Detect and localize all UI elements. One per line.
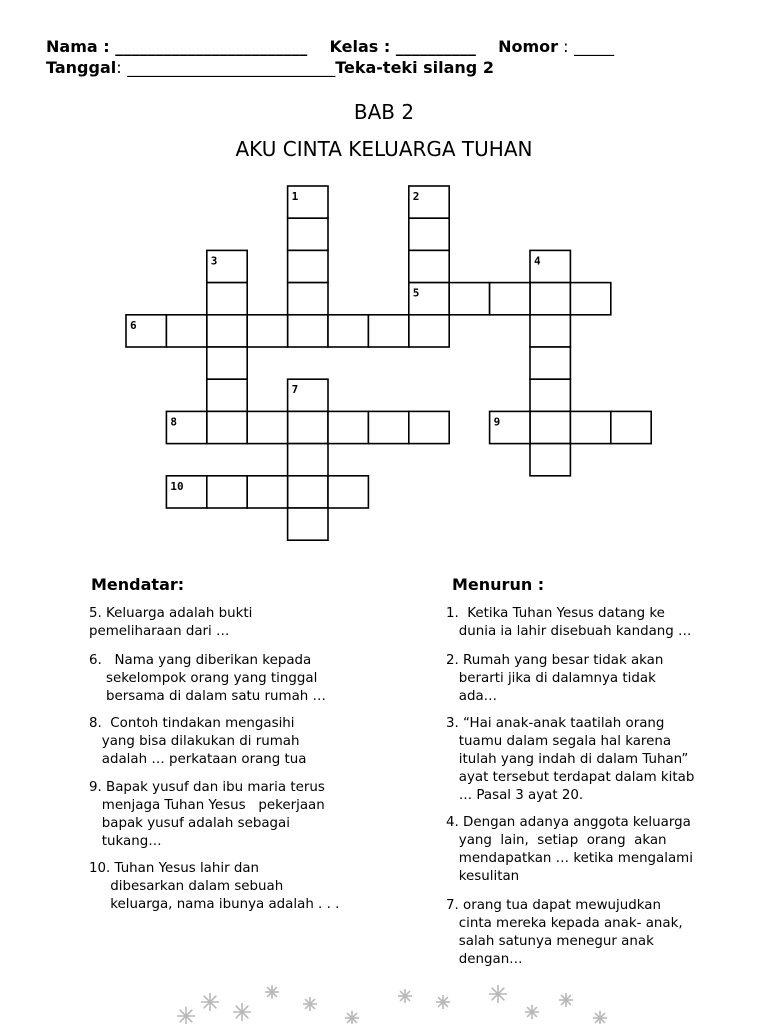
nomor-blank[interactable]: _____ xyxy=(574,37,615,56)
mendatar-clue xyxy=(89,715,379,769)
crossword-cell[interactable] xyxy=(530,411,570,443)
clue-line: 10. Tuhan Yesus lahir dan xyxy=(89,861,260,876)
page-title: AKU CINTA KELUARGA TUHAN xyxy=(235,137,533,161)
clue-line: ayat tersebut terdapat dalam kitab xyxy=(446,770,695,785)
clue-line: menjaga Tuhan Yesus pekerjaan xyxy=(89,798,325,813)
crossword-cell[interactable] xyxy=(530,283,570,315)
mendatar-clue xyxy=(89,860,379,914)
nama-separator: : xyxy=(97,37,110,56)
kelas-blank[interactable]: __________ xyxy=(395,37,476,56)
crossword-cell[interactable] xyxy=(328,315,368,347)
crossword-cell[interactable] xyxy=(247,476,287,508)
clue-line: ada… xyxy=(446,689,498,704)
clue-line: pemeliharaan dari … xyxy=(89,624,230,639)
kelas-label: Kelas xyxy=(329,37,379,56)
crossword-cell[interactable] xyxy=(207,379,247,411)
clue-line: dengan… xyxy=(446,952,523,967)
mendatar-clue xyxy=(89,779,379,851)
star-burst-icon xyxy=(265,985,279,999)
clue-line: 3. “Hai anak-anak taatilah orang xyxy=(446,716,665,731)
crossword-cell[interactable] xyxy=(490,283,530,315)
star-burst-icon xyxy=(345,1011,359,1024)
crossword-cell[interactable] xyxy=(207,476,247,508)
star-burst-icon xyxy=(233,1003,251,1021)
clue-line: 8. Contoh tindakan mengasihi xyxy=(89,716,295,731)
clue-line: dibesarkan dalam sebuah xyxy=(89,879,284,894)
tanggal-blank[interactable]: __________________________ xyxy=(127,58,336,77)
crossword-cell[interactable] xyxy=(288,315,328,347)
clue-line: 4. Dengan adanya anggota keluarga xyxy=(446,815,691,830)
menurun-clue xyxy=(446,652,736,706)
clue-line: 2. Rumah yang besar tidak akan xyxy=(446,653,664,668)
clue-line: itulah yang indah di dalam Tuhan” xyxy=(446,752,689,767)
clue-line: tukang… xyxy=(89,834,162,849)
clue-line: 7. orang tua dapat mewujudkan xyxy=(446,898,661,913)
crossword-number: 6 xyxy=(130,318,137,332)
menurun-heading: Menurun : xyxy=(452,575,545,594)
crossword-cell[interactable] xyxy=(570,411,610,443)
clue-line: keluarga, nama ibunya adalah . . . xyxy=(89,897,340,912)
clue-line: kesulitan xyxy=(446,869,520,884)
star-burst-icon xyxy=(559,993,573,1007)
crossword-number: 9 xyxy=(493,415,501,429)
clue-line: cinta mereka kepada anak- anak, xyxy=(446,916,683,931)
crossword-cell[interactable] xyxy=(288,508,328,540)
clue-line: 5. Keluarga adalah bukti xyxy=(89,606,253,621)
clue-line: mendapatkan … ketika mengalami xyxy=(446,851,693,866)
mendatar-heading: Mendatar: xyxy=(91,575,185,594)
crossword-cell[interactable] xyxy=(409,411,449,443)
star-burst-icon xyxy=(525,1005,539,1019)
clue-line: yang bisa dilakukan di rumah xyxy=(89,734,300,749)
crossword-number: 1 xyxy=(291,190,299,203)
star-burst-icon xyxy=(201,993,219,1011)
crossword-cell[interactable] xyxy=(288,218,328,250)
crossword-number: 4 xyxy=(534,254,541,268)
crossword-cell[interactable] xyxy=(530,315,570,347)
crossword-cell[interactable] xyxy=(409,315,449,347)
tanggal-label: Tanggal xyxy=(46,58,117,77)
crossword-cell[interactable] xyxy=(207,411,247,443)
crossword-cell[interactable] xyxy=(207,315,247,347)
crossword-cell[interactable] xyxy=(288,476,328,508)
crossword-cell[interactable] xyxy=(570,283,610,315)
decorative-footer xyxy=(0,962,768,1024)
clue-line: berarti jika di dalamnya tidak xyxy=(446,671,656,686)
clue-line: … Pasal 3 ayat 20. xyxy=(446,788,584,803)
star-burst-icon xyxy=(436,995,450,1009)
kelas-separator: : xyxy=(378,37,391,56)
clue-line: tuamu dalam segala hal karena xyxy=(446,734,672,749)
crossword-cell[interactable] xyxy=(449,283,489,315)
clue-line: 6. Nama yang diberikan kepada xyxy=(89,653,312,668)
star-burst-icon xyxy=(177,1007,195,1024)
clue-line: 1. Ketika Tuhan Yesus datang ke xyxy=(446,606,665,621)
crossword-cell[interactable] xyxy=(530,379,570,411)
clue-line: sekelompok orang yang tinggal xyxy=(89,671,318,686)
clue-line: adalah … perkataan orang tua xyxy=(89,752,307,767)
crossword-cell[interactable] xyxy=(409,218,449,250)
crossword-cell[interactable] xyxy=(288,250,328,282)
crossword-cell[interactable] xyxy=(288,444,328,476)
menurun-clue xyxy=(446,605,736,641)
crossword-cell[interactable] xyxy=(247,411,287,443)
menurun-clue xyxy=(446,897,736,969)
clue-line: 9. Bapak yusuf dan ibu maria terus xyxy=(89,780,325,795)
clue-line: yang lain, setiap orang akan xyxy=(446,833,667,848)
crossword-cell[interactable] xyxy=(368,411,408,443)
crossword-number: 7 xyxy=(291,383,299,397)
clue-line: dunia ia lahir disebuah kandang … xyxy=(446,624,692,639)
star-burst-icon xyxy=(593,1011,607,1024)
crossword-number: 8 xyxy=(170,415,178,429)
crossword-cell[interactable] xyxy=(611,411,651,443)
nama-blank[interactable]: ________________________ xyxy=(115,37,308,56)
crossword-cell[interactable] xyxy=(368,315,408,347)
chapter-heading: BAB 2 xyxy=(353,100,415,124)
menurun-clue xyxy=(446,814,736,886)
clue-line: salah satunya menegur anak xyxy=(446,934,654,949)
crossword-cell[interactable] xyxy=(247,315,287,347)
crossword-cell[interactable] xyxy=(207,283,247,315)
star-burst-icon xyxy=(398,989,412,1003)
crossword-number: 5 xyxy=(412,286,420,300)
crossword-number: 10 xyxy=(170,479,184,493)
mendatar-clue xyxy=(89,605,379,641)
mendatar-clue xyxy=(89,652,379,706)
crossword-cell[interactable] xyxy=(328,411,368,443)
crossword-cell[interactable] xyxy=(207,347,247,379)
menurun-clue xyxy=(446,715,736,805)
crossword-cell[interactable] xyxy=(530,347,570,379)
crossword-cell[interactable] xyxy=(409,250,449,282)
clue-line: bersama di dalam satu rumah … xyxy=(89,689,326,704)
nomor-label: Nomor xyxy=(498,37,559,56)
nomor-separator: : xyxy=(558,37,569,56)
crossword-cell[interactable] xyxy=(166,315,206,347)
star-burst-icon xyxy=(489,985,507,1003)
nama-label: Nama xyxy=(46,37,98,56)
crossword-cell[interactable] xyxy=(288,411,328,443)
crossword-cell[interactable] xyxy=(288,283,328,315)
crossword-cell[interactable] xyxy=(328,476,368,508)
crossword-number: 2 xyxy=(412,190,420,203)
star-burst-icon xyxy=(303,997,317,1011)
clue-line: bapak yusuf adalah sebagai xyxy=(89,816,290,831)
crossword-cell[interactable] xyxy=(530,444,570,476)
header-line-2: Tanggal: __________________________Teka-teki silang 2 xyxy=(46,58,494,77)
puzzle-name: Teka-teki silang 2 xyxy=(335,58,494,77)
crossword-number: 3 xyxy=(210,254,218,268)
